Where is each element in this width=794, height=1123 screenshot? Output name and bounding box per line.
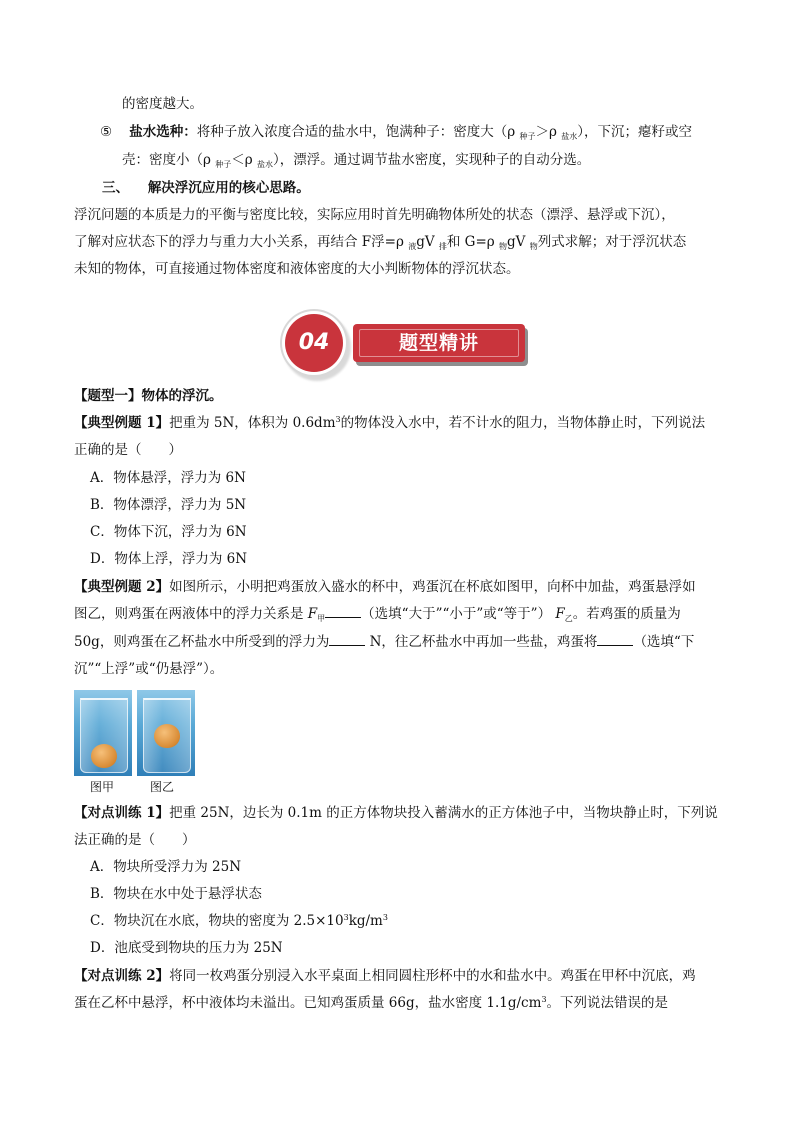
paragraph-line: 了解对应状态下的浮力与重力大小关系，再结合 F浮=ρ $_液$gV $_排$和 G=ρ $_物$gV $_物$列式求解；对于浮沉状态: [74, 234, 687, 251]
banner-title: 题型精讲: [398, 332, 479, 354]
question-line: 蛋在乙杯中悬浮，杯中液体均未溢出。已知鸡蛋质量 66g，盐水密度 $1.1g/cm^3$。下列说法错误的是: [74, 995, 669, 1011]
option-c: C．物块沉在水底，物块的密度为 $2.5\times 10^3kg/m^3$: [90, 913, 388, 929]
list-item-5: ⑤ 盐水选种：将种子放入浓度合适的盐水中，饱满种子：密度大（ρ $_{种子}$＞ρ $_{盐水}$），下沉；瘪籽或空: [100, 124, 692, 141]
option-d: D．物体上浮，浮力为 6N: [90, 551, 248, 567]
question-line: 沉”“上浮”或“仍悬浮”）。: [74, 661, 224, 677]
item-label: 盐水选种：: [129, 124, 197, 140]
egg-icon: [91, 744, 117, 768]
egg-icon: [154, 724, 180, 748]
question-line: 图乙，则鸡蛋在两液体中的浮力关系是 $F_甲$ （选填“大于”“小于”或“等于”） $F_乙$。若鸡蛋的质量为: [74, 606, 681, 623]
option-a: A．物体悬浮，浮力为 6N: [90, 470, 246, 486]
option-b: B．物体漂浮，浮力为 5N: [90, 497, 247, 513]
question-line: 【对点训练 1】把重 25N，边长为 0.1m 的正方体物块投入蓄满水的正方体池子中，当物块静止时，下列说: [74, 805, 718, 821]
answer-blank: [325, 605, 361, 618]
section-heading: 三、 解决浮沉应用的核心思路。: [102, 180, 310, 196]
option-b: B．物块在水中处于悬浮状态: [90, 886, 262, 902]
type-heading: 【题型一】物体的浮沉。: [74, 388, 223, 404]
egg-suspended-photo: [137, 690, 195, 776]
banner-number: 04: [298, 330, 330, 355]
figure-caption-a: 图甲: [90, 780, 115, 794]
option-d: D．池底受到物块的压力为 25N: [90, 940, 283, 956]
question-line: 【典型例题 2】如图所示，小明把鸡蛋放入盛水的杯中，鸡蛋沉在杯底如图甲，向杯中加盐，鸡蛋悬浮如: [74, 579, 696, 595]
option-c: C．物体下沉，浮力为 6N: [90, 524, 247, 540]
paragraph-line: 未知的物体，可直接通过物体密度和液体密度的大小判断物体的浮沉状态。: [74, 261, 520, 277]
question-line: 正确的是（ ）: [74, 442, 182, 458]
egg-sinking-photo: [74, 690, 132, 776]
question-line: 50g，则鸡蛋在乙杯盐水中所受到的浮力为 N，往乙杯盐水中再加一些盐，鸡蛋将 （选填“下: [74, 634, 695, 650]
question-line: 【对点训练 2】将同一枚鸡蛋分别浸入水平桌面上相同圆柱形杯中的水和盐水中。鸡蛋在甲杯中沉底，鸡: [74, 968, 696, 984]
question-line: 【典型例题 1】把重为 5N，体积为 $0.6dm^3$的物体没入水中，若不计水的阻力，当物体静止时，下列说法: [74, 415, 706, 431]
figure-caption-b: 图乙: [150, 780, 175, 794]
paragraph-line: 浮沉问题的本质是力的平衡与密度比较，实际应用时首先明确物体所处的状态（漂浮、悬浮或下沉），: [74, 207, 675, 223]
question-line: 法正确的是（ ）: [74, 832, 196, 848]
answer-blank: [597, 633, 633, 646]
text-line: 壳：密度小（ρ $_{种子}$＜ρ $_{盐水}$），漂浮。通过调节盐水密度，实现种子的自动分选。: [122, 152, 591, 169]
option-a: A．物块所受浮力为 25N: [90, 859, 242, 875]
section-banner: [285, 314, 535, 376]
answer-blank: [329, 633, 365, 646]
text-line: 的密度越大。: [122, 96, 203, 112]
